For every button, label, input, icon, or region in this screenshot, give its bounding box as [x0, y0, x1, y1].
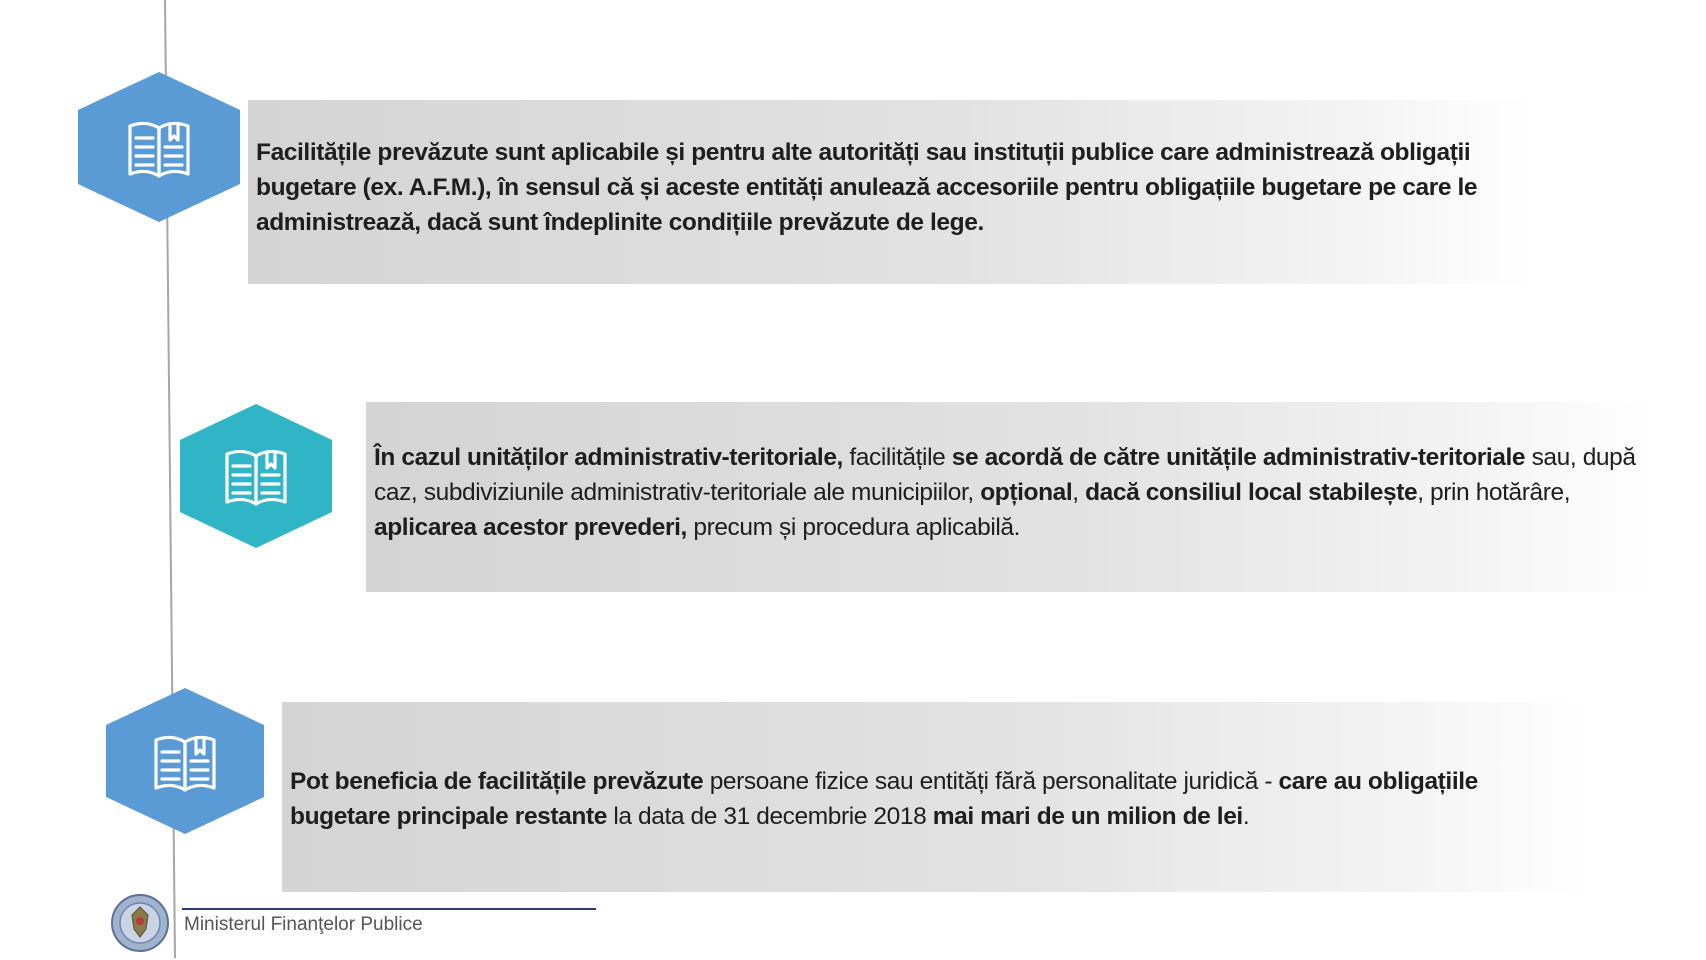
bold-text-run: se acordă de către unitățile administrativ-teritoriale — [951, 443, 1526, 471]
bold-text-run: aplicarea acestor prevederi, — [374, 513, 687, 541]
bold-text-run: dacă consiliul local stabilește — [1085, 478, 1418, 506]
hexagon-badge-1 — [78, 72, 240, 222]
info-card-1 — [248, 100, 1538, 284]
text-run: , prin hotărâre, — [1417, 478, 1571, 506]
text-run: , — [1072, 478, 1086, 506]
text-run: persoane fizice sau entități fără personalitate juridică - — [703, 768, 1279, 795]
text-run: precum și procedura aplicabilă. — [686, 513, 1021, 541]
bold-text-run: Pot beneficia de facilitățile prevăzute — [290, 768, 704, 795]
text-run: la data de 31 decembrie 2018 — [606, 803, 933, 830]
info-text-1 — [256, 135, 1518, 240]
ministry-name: Ministerul Finanţelor Publice — [184, 914, 423, 935]
info-text-2 — [374, 440, 1648, 545]
bold-text-run: opțional — [980, 478, 1073, 506]
ministry-seal-logo — [110, 893, 170, 953]
text-run: sau, după caz, subdiviziunile administrativ-teritoriale ale municipiilor, — [374, 443, 1636, 506]
footer — [108, 890, 508, 956]
footer-divider — [182, 908, 596, 910]
bold-text-run: În cazul unităților administrativ-teritoriale, — [374, 443, 843, 471]
hexagon-badge-2 — [180, 404, 332, 548]
info-card-3 — [282, 702, 1592, 892]
info-card-2 — [366, 402, 1656, 592]
bold-text-run: mai mari de un milion de lei — [932, 803, 1243, 830]
info-text-3 — [290, 764, 1572, 834]
bold-text-run: care au obligațiile bugetare principale restante — [290, 768, 1478, 830]
text-run: facilitățile — [842, 443, 952, 471]
hexagon-badge-3 — [106, 688, 264, 834]
text-run: . — [1242, 803, 1250, 830]
bold-text-run: Facilitățile prevăzute sunt aplicabile și pentru alte autorități sau instituții publice care administrează obligații bugetare (ex. A.F.M.), în sensul că și aceste entități anulează accesoriile pentru obligațiile bugetare pe care le administrează, dacă sunt îndeplinite condițiile prevăzute de lege. — [256, 138, 1478, 236]
